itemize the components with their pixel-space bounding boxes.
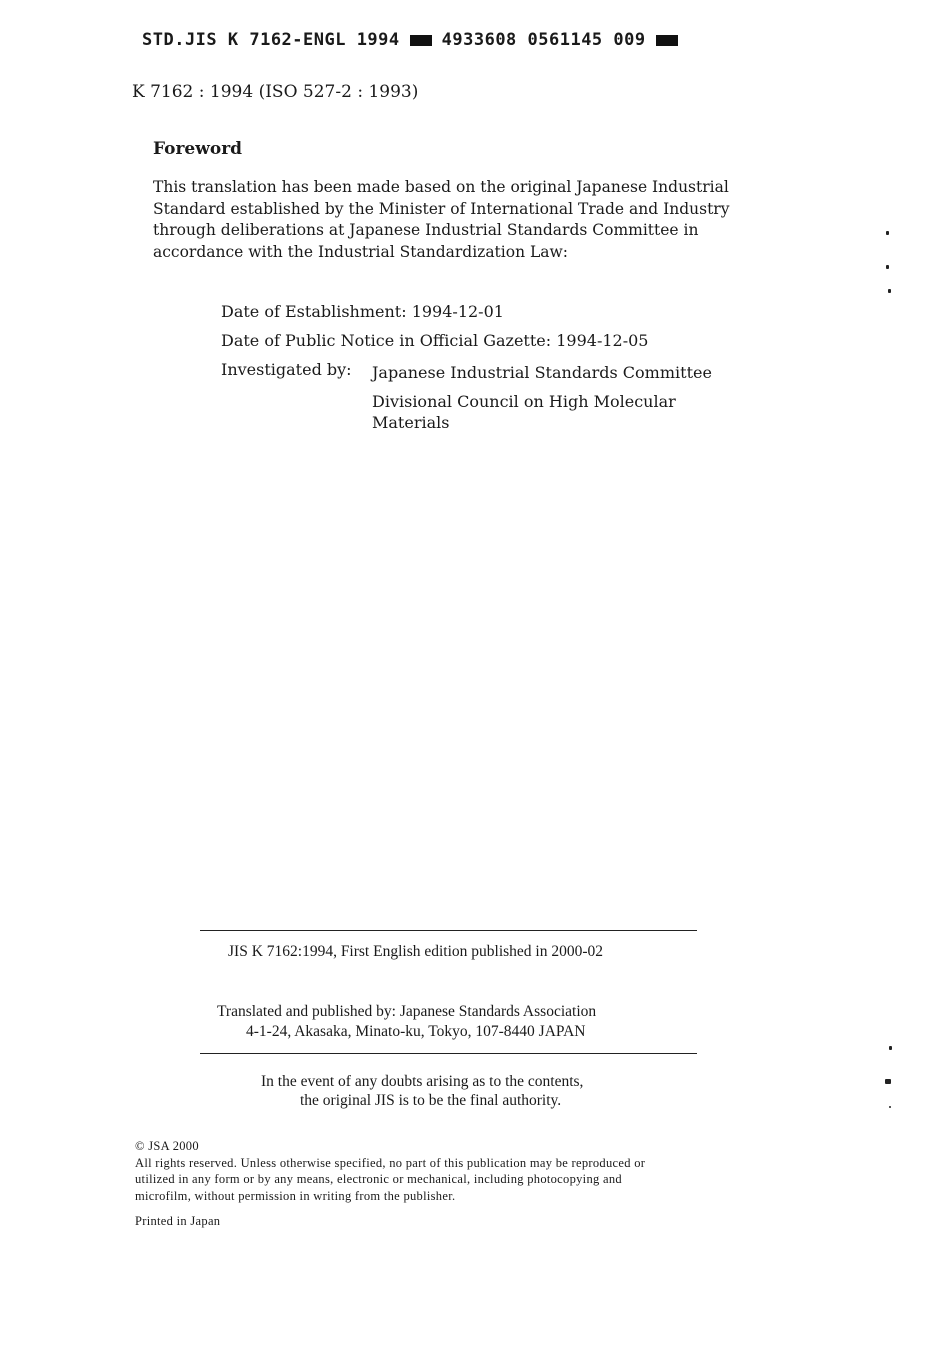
document-id: K 7162 : 1994 (ISO 527-2 : 1993) xyxy=(132,82,419,102)
public-notice-date: Date of Public Notice in Official Gazette: 1994-12-05 xyxy=(221,331,649,350)
investigated-line: Materials xyxy=(372,413,450,432)
publisher-line-1: Translated and published by: Japanese Standards Association xyxy=(217,1003,597,1020)
top-rule xyxy=(200,930,697,931)
foreword-heading: Foreword xyxy=(153,139,243,159)
scan-speck xyxy=(888,289,891,293)
investigated-label: Investigated by: xyxy=(221,360,352,379)
header-code-right: 4933608 0561145 009 xyxy=(441,30,646,50)
scan-speck xyxy=(886,231,889,235)
header-code xyxy=(142,30,688,50)
copyright-line: All rights reserved. Unless otherwise specified, no part of this publication may be reproduced or xyxy=(135,1155,646,1170)
scan-speck xyxy=(889,1046,892,1050)
bottom-rule xyxy=(200,1053,697,1054)
redaction-block-icon xyxy=(410,35,432,46)
copyright-block xyxy=(135,1138,645,1204)
scan-speck xyxy=(886,265,889,269)
investigated-by xyxy=(372,360,712,434)
header-code-left: STD.JIS K 7162-ENGL 1994 xyxy=(142,30,400,50)
redaction-block-icon xyxy=(656,35,678,46)
foreword-line: Standard established by the Minister of International Trade and Industry xyxy=(153,199,730,218)
foreword-line: accordance with the Industrial Standardization Law: xyxy=(153,242,569,261)
foreword-line: through deliberations at Japanese Industrial Standards Committee in xyxy=(153,221,699,239)
publisher-line-2: 4-1-24, Akasaka, Minato-ku, Tokyo, 107-8440 JAPAN xyxy=(246,1023,586,1040)
scan-speck xyxy=(885,1079,891,1084)
investigated-line: Japanese Industrial Standards Committee xyxy=(372,363,712,382)
authority-line-2: the original JIS is to be the final authority. xyxy=(300,1092,562,1109)
foreword-body xyxy=(153,177,729,263)
establishment-date: Date of Establishment: 1994-12-01 xyxy=(221,302,504,321)
scan-speck xyxy=(889,1106,891,1108)
foreword-line: This translation has been made based on the original Japanese Industrial xyxy=(153,178,729,196)
copyright-symbol-line: © JSA 2000 xyxy=(135,1139,199,1153)
investigated-line: Divisional Council on High Molecular xyxy=(372,392,676,411)
edition-line: JIS K 7162:1994, First English edition published in 2000-02 xyxy=(228,943,604,960)
copyright-line: microfilm, without permission in writing from the publisher. xyxy=(135,1188,456,1203)
copyright-line: utilized in any form or by any means, electronic or mechanical, including photocopying and xyxy=(135,1172,622,1186)
authority-line-1: In the event of any doubts arising as to the contents, xyxy=(261,1073,584,1090)
printed-in: Printed in Japan xyxy=(135,1214,221,1228)
